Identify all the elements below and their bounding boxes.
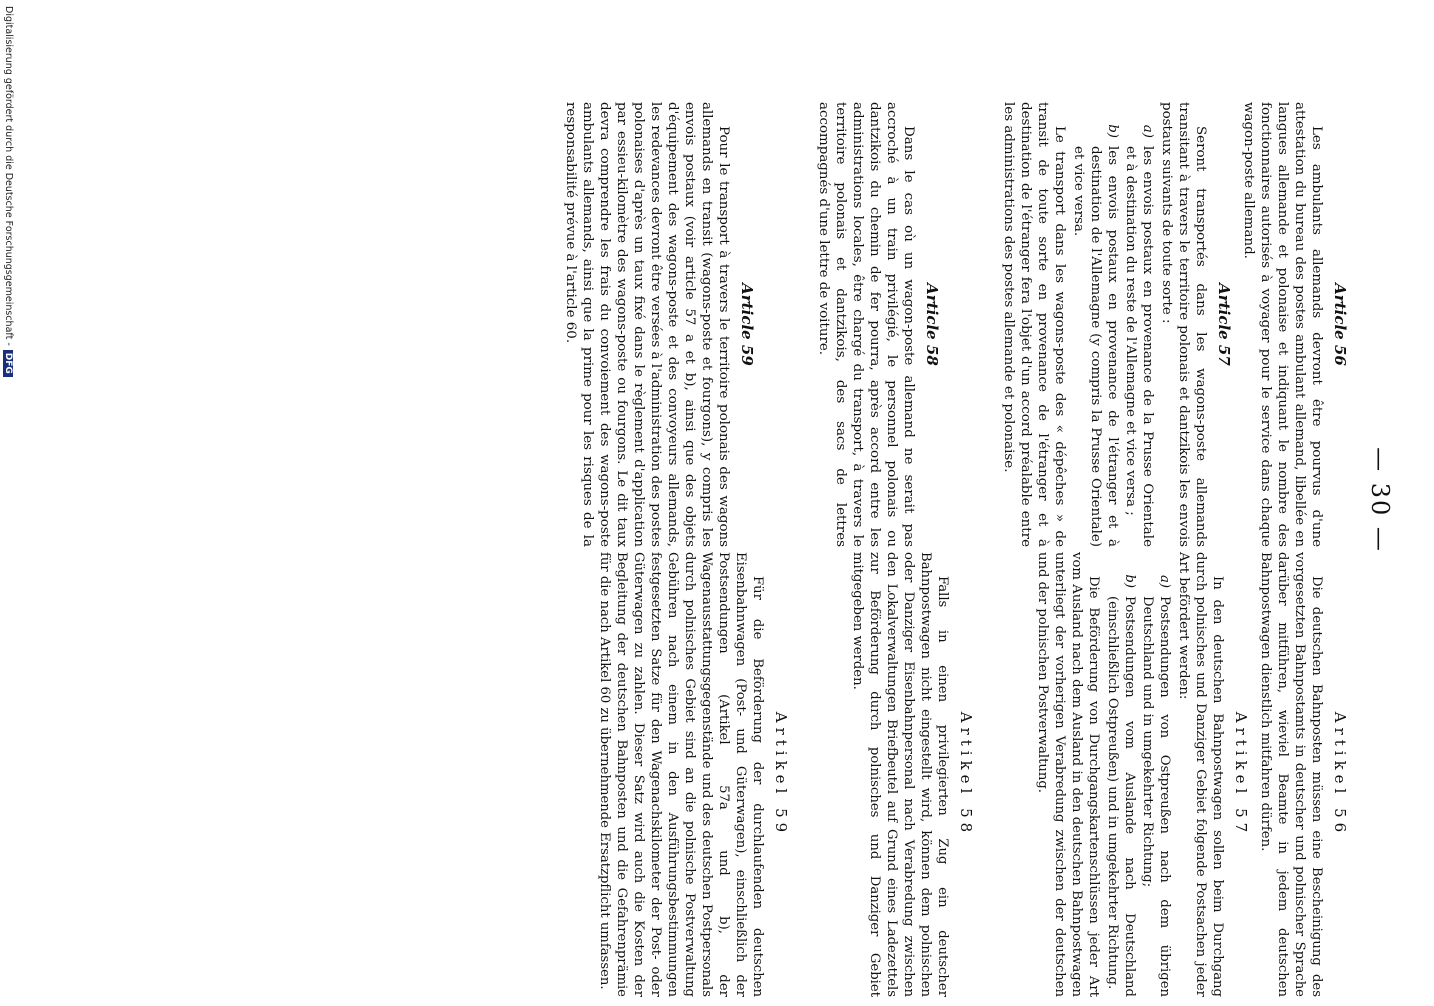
list-item-text: les envois postaux en provenance de la Prusse Orientale et à destination du reste de l'Allemagne et vice versa ; (1123, 146, 1155, 547)
article-57-intro-de: In den deutschen Bahnpostwagen sollen beim Durchgang durch polnisches und Danziger Gebiet folgende Postsachen jeder Art befördert werden: (1176, 552, 1225, 997)
article-59-heading-fr: Article 59 (738, 283, 756, 366)
list-item (1070, 102, 1121, 547)
article-58-text-fr: Dans le cas où un wagon-poste allemand ne serait pas accroché à un train privilégié, le personnel polonais ou dantzikois du chemin de fer pourra, après accord entre les administrations locales, être chargé du transport, à travers le territoire polonais et dantzikois, des sacs de lettres accompagnés d'une lettre de voiture. (816, 102, 916, 547)
list-item (1104, 552, 1138, 997)
article-59-text-de: Für die Beförderung der durchlaufenden deutschen Eisenbahnwagen (Post- und Güterwagen), einschließlich der Postsendungen (Artikel 57a und b), der Wagenausstattungsgegenstände und des deutschen Postpersonals durch polnisches Gebiet sind an die polnische Postverwaltung Gebühren nach einem in den Ausführungsbestimmungen festgesetzten Satze für den Wagenachskilometer der Post- oder Güterwagen zu zahlen. Dieser Satz wird auch die Kosten der Begleitung der deutschen Bahnposten und die Gefahrenprämie für die nach Artikel 60 zu übernehmende Ersatzpflicht umfassen. (597, 552, 765, 997)
list-item-text: Postsendungen von Ostpreußen nach dem übrigen Deutschland und in umgekehrter Richtung; (1140, 596, 1172, 997)
list-item (1139, 552, 1173, 997)
article-57-para2-fr: Le transport dans les wagons-poste des « dépêches » de transit de toute sorte en provenance de l'étranger et à destination de l'étranger fera l'objet d'un accord préalable entre les administrations des postes allemande et polonaise. (1001, 102, 1067, 547)
article-58-heading-fr: Article 58 (923, 283, 941, 366)
article-57-list-fr (1070, 102, 1156, 547)
list-item (1122, 102, 1156, 547)
article-57-heading-de: Artikel 57 (1232, 711, 1250, 838)
article-59-heading-de: Artikel 59 (772, 711, 790, 838)
list-item-label: a) (1140, 124, 1155, 138)
list-item-text: Postsendungen vom Auslande nach Deutschland (einschließlich Ostpreußen) und in umgekehrter Richtung. (1105, 596, 1137, 997)
article-58-text-de: Falls in einen privilegierten Zug ein deutscher Bahnpostwagen nicht eingestellt wird, können dem polnischen oder Danziger Eisenbahnpersonal nach Verabredung zwischen den Lokalverwaltungen Briefbeutel auf Grund eines Ladezettels zur Beförderung durch polnisches und Danziger Gebiet mitgegeben werden. (850, 552, 950, 997)
dfg-logo: DFG (3, 350, 13, 377)
article-57-para2-de: Die Beförderung von Durchgangskartenschlüssen jeder Art vom Ausland nach dem Ausland in den deutschen Bahnpostwagen unterliegt der vorherigen Verabredung zwischen der deutschen und der polnischen Postverwaltung. (1035, 552, 1101, 997)
article-59-text-fr: Pour le transport à travers le territoire polonais des wagons allemands en transit (wagons-poste et fourgons), y compris les envois postaux (voir article 57 a et b), ainsi que des objets d'équipement des wagons-poste et des convoyeurs allemands, les redevances devront être versées à l'administration des postes polonaises d'après un taux fixé dans le règlement d'application par essieu-kilomètre des wagons-poste ou fourgons. Le dit taux devra comprendre les frais du convoiement des wagons-poste ambulants allemands, ainsi que la prime pour les risques de la responsabilité prévue à l'article 60. (563, 102, 731, 547)
article-57-intro-fr: Seront transportés dans les wagons-poste allemands transitant à travers le territoire polonais et dantzikois les envois postaux suivants de toute sorte : (1159, 102, 1208, 547)
list-item-text: les envois postaux en provenance de l'étranger et à destination de l'Allemagne (y compris la Prusse Orientale) et vice versa. (1071, 146, 1120, 547)
article-56-heading-fr: Article 56 (1331, 283, 1349, 366)
article-58-heading-de: Artikel 58 (957, 711, 975, 838)
list-item-label: b) (1105, 124, 1120, 138)
article-56-heading-de: Artikel 56 (1331, 711, 1349, 838)
list-item-label: b) (1122, 574, 1137, 588)
article-57-list-de (1104, 552, 1173, 997)
list-item-label: a) (1157, 574, 1172, 588)
article-57-heading-fr: Article 57 (1215, 283, 1233, 366)
french-column (560, 102, 1356, 547)
article-56-text-fr: Les ambulants allemands devront être pourvus d'une attestation du bureau des postes ambulant allemand, libellée en langues allemande et polonaise et indiquant le nombre des fonctionnaires autorisés à voyager pour le service dans chaque wagon-poste allemand. (1241, 102, 1324, 547)
german-column (594, 552, 1356, 997)
page-number: — 30 — (1366, 447, 1394, 553)
footer-text: Digitalisierung gefördert durch die Deutsche Forschungsgemeinschaft - (3, 6, 14, 346)
footer (3, 0, 14, 1006)
article-56-text-de: Die deutschen Bahnposten müssen eine Bescheinigung des vorgesetzten Bahnpostamts in deutscher und polnischer Sprache darüber mitführen, wieviel Beamte in jedem deutschen Bahnpostwagen dienstlich mitfahren dürfen. (1258, 552, 1324, 997)
